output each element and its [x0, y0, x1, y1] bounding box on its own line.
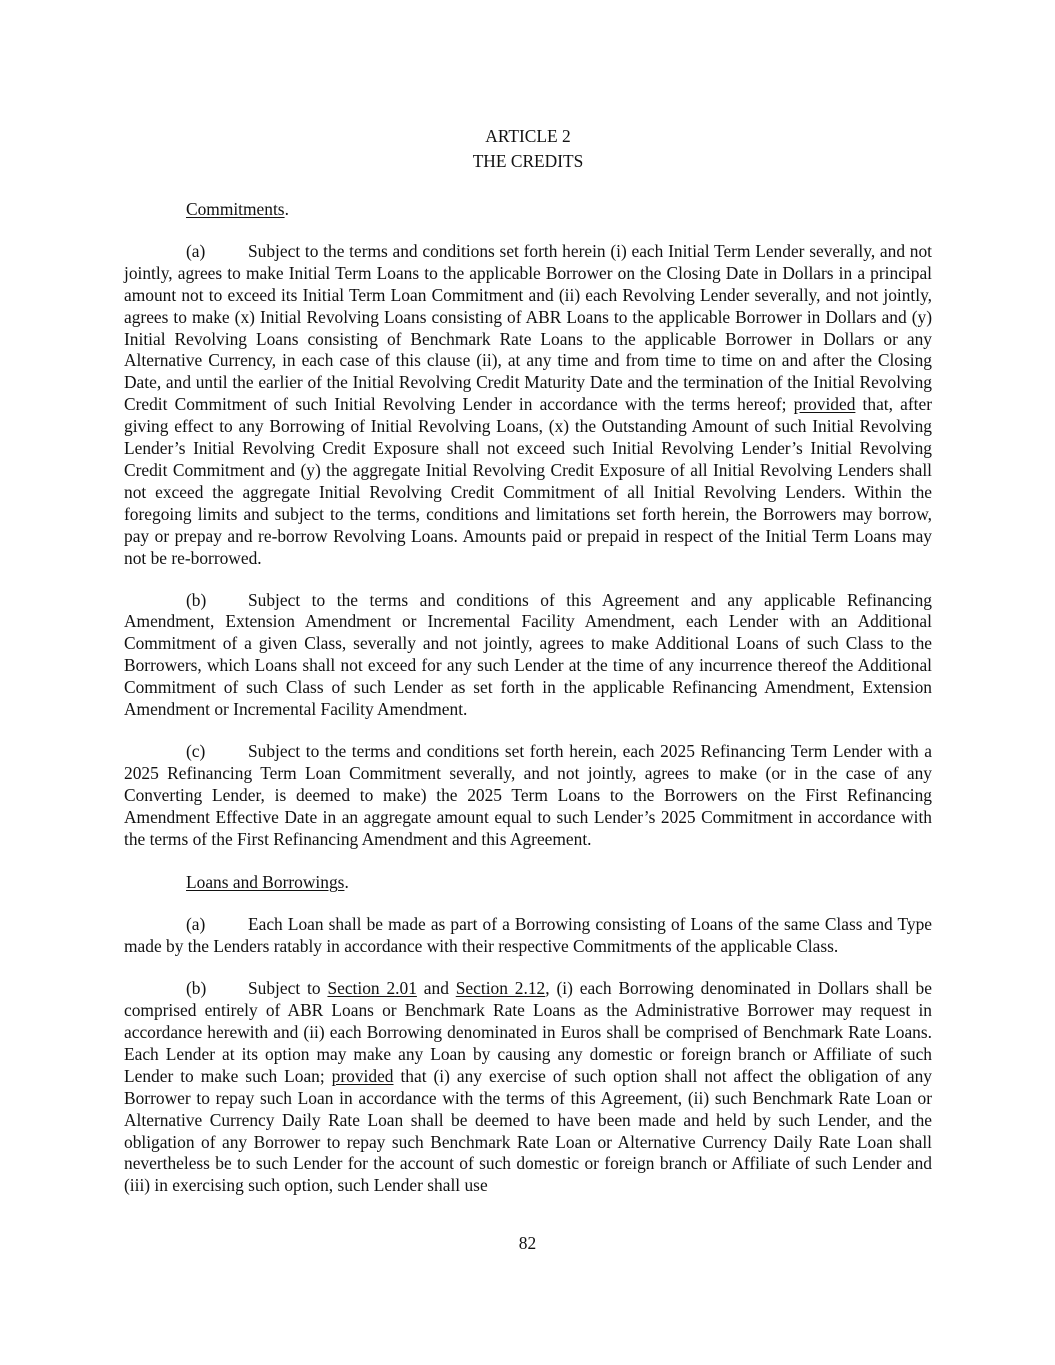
paragraph-2-01-c — [124, 741, 932, 851]
paragraph-text: and — [416, 978, 456, 999]
article-number: ARTICLE 2 — [485, 126, 571, 146]
paragraph-text-continued: that, after giving effect to any Borrowing of Initial Revolving Loans, (x) the Outstanding Amount of such Initial Revolving Lender’s Initial Revolving Credit Exposure shall not exceed such Initial Revolving Lender’s Initial Revolving Credit Commitment and (y) the aggregate Initial Revolving Credit Exposure of all Initial Revolving Lenders shall not exceed the aggregate Initial Revolving Credit Commitment of all Initial Revolving Lenders. Within the foregoing limits and subject to the terms, conditions and limitations set forth herein, the Borrowers may borrow, pay or prepay and re-borrow Revolving Loans. Amounts paid or prepaid in respect of the Initial Term Loans may not be re-borrowed. — [124, 394, 932, 568]
section-heading-text: Commitments — [186, 199, 285, 219]
section-heading-commitments: Commitments. — [186, 199, 289, 219]
section-reference-2-01: Section 2.01 — [327, 978, 417, 999]
paragraph-2-01-b — [124, 590, 932, 721]
paragraph-label: (a) — [186, 240, 206, 261]
paragraph-label: (c) — [186, 740, 206, 761]
paragraph-label: (b) — [186, 589, 207, 610]
paragraph-text: Subject to the terms and conditions of this Agreement and any applicable Refinancing Amendment, Extension Amendment or Incremental Facility Amendment, each Lender with an Additional Commitment of a given Class, severally and not jointly, agrees to make Additional Loans of such Class to the Borrowers, which Loans shall not exceed for any such Lender at the time of any incurrence thereof the Additional Commitment of such Class of such Lender as set forth in the applicable Refinancing Amendment, Extension Amendment or Incremental Facility Amendment. — [124, 589, 932, 720]
section-heading-text: Loans and Borrowings — [186, 872, 345, 893]
section-reference-2-12: Section 2.12 — [455, 978, 546, 999]
provided-term: provided — [331, 1065, 394, 1086]
paragraph-text-continued: that (i) any exercise of such option shall not affect the obligation of any Borrower to repay such Loan in accordance with the terms of this Agreement, (ii) such Benchmark Rate Loan or Alternative Currency Daily Rate Loan shall be deemed to have been made and held by such Lender, and the obligation of any Borrower to repay such Benchmark Rate Loan or Alternative Currency Daily Rate Loan shall nevertheless be to such Lender for the account of such domestic or foreign branch or Affiliate of such Lender and (iii) in exercising such option, such Lender shall use — [124, 1065, 932, 1196]
provided-term: provided — [793, 394, 856, 415]
paragraph-2-02-a — [124, 914, 932, 958]
paragraph-text: , (i) each Borrowing denominated in Dollars shall be comprised entirely of ABR Loans or Benchmark Rate Loans as the Administrative Borrower may request in accordance herewith and (ii) each Borrowing denominated in Euros shall be comprised of Benchmark Rate Loans. Each Lender at its option may make any Loan by causing any domestic or foreign branch or Affiliate of such Lender to make such Loan; — [124, 978, 932, 1086]
paragraph-text: Subject to the terms and conditions set forth herein (i) each Initial Term Lender severally, and not jointly, agrees to make Initial Term Loans to the applicable Borrower on the Closing Date in Dollars in a principal amount not to exceed its Initial Term Loan Commitment and (ii) each Revolving Lender severally, and not jointly, agrees to make (x) Initial Revolving Loans consisting of ABR Loans to the applicable Borrower in Dollars and (y) Initial Revolving Loans consisting of Benchmark Rate Loans to the applicable Borrower in Dollars or any Alternative Currency, in each case of this clause (ii), at any time and from time to time on and after the Closing Date, and until the earlier of the Initial Revolving Credit Maturity Date and the termination of the Initial Revolving Credit Commitment of such Initial Revolving Lender in accordance with the terms hereof; — [124, 240, 932, 415]
paragraph-label: (a) — [186, 914, 206, 935]
paragraph-text: Subject to — [248, 978, 328, 999]
article-title: THE CREDITS — [472, 151, 584, 171]
section-heading-loans-and-borrowings: Loans and Borrowings. — [186, 872, 349, 893]
paragraph-2-01-a — [124, 241, 932, 570]
paragraph-2-02-b — [124, 978, 932, 1197]
page-number: 82 — [518, 1233, 537, 1253]
paragraph-text: Subject to the terms and conditions set forth herein, each 2025 Refinancing Term Lender with a 2025 Refinancing Term Loan Commitment severally, and not jointly, agrees to make (or in the case of any Converting Lender, is deemed to make) the 2025 Term Loans to the Borrowers on the First Refinancing Amendment Effective Date in an aggregate amount equal to such Lender’s 2025 Commitment in accordance with the terms of the First Refinancing Amendment and this Agreement. — [124, 740, 932, 849]
paragraph-text: Each Loan shall be made as part of a Borrowing consisting of Loans of the same Class and Type made by the Lenders ratably in accordance with their respective Commitments of the applicable Class. — [124, 914, 932, 957]
page-content — [124, 124, 932, 1197]
paragraph-label: (b) — [186, 978, 207, 999]
